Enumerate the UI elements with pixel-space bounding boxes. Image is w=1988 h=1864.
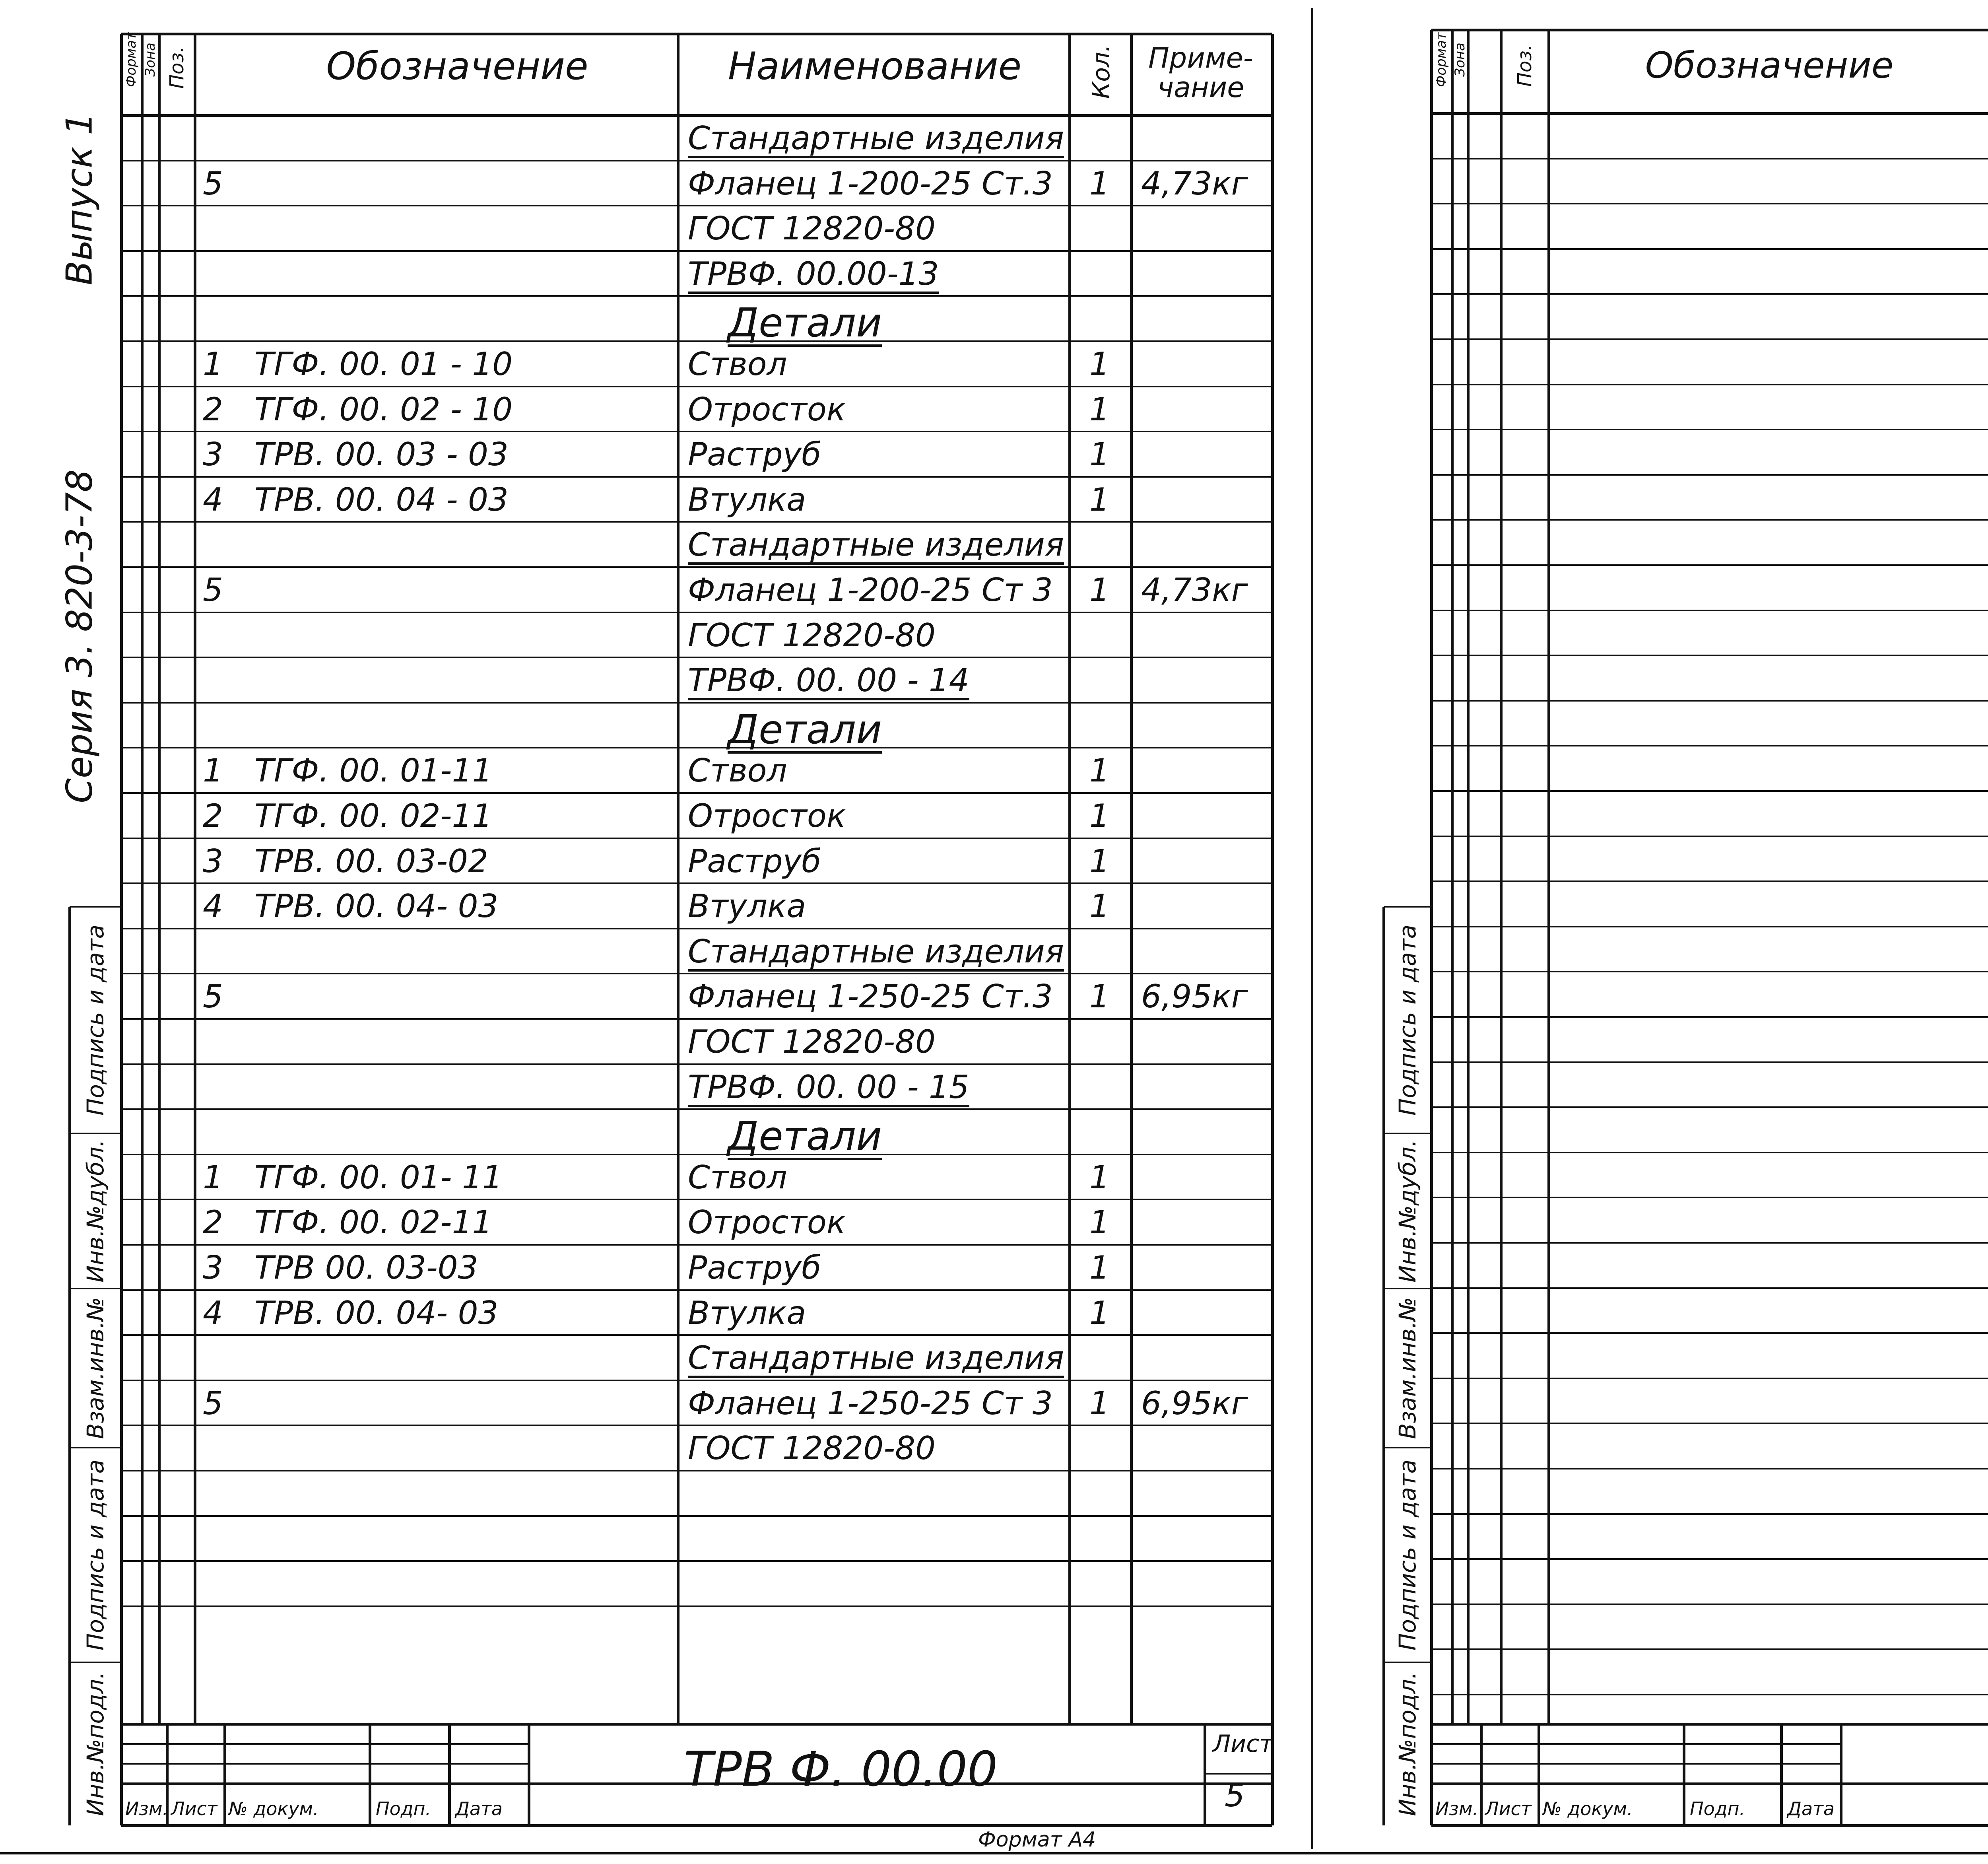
title-col-label: Изм. (1435, 1798, 1479, 1819)
title-col-label: Изм. (125, 1798, 169, 1819)
ruling-line (121, 1763, 529, 1765)
ruling-line (121, 657, 1272, 658)
ruling-line (121, 1289, 1272, 1291)
row-name: Детали (728, 706, 882, 753)
title-col-label: Лист (171, 1798, 217, 1819)
row-name: Раструб (688, 1249, 821, 1286)
ruling-line (1431, 790, 1988, 792)
row-qty: 1 (1089, 797, 1110, 834)
ruling-line (1547, 30, 1550, 1724)
row-pos: 5 (203, 1384, 223, 1422)
ruling-line (70, 1662, 121, 1663)
ruling-line (1431, 1648, 1988, 1650)
ruling-line (121, 1515, 1272, 1517)
row-name: Детали (728, 1113, 882, 1160)
ruling-line (120, 1724, 123, 1825)
ruling-line (1480, 1724, 1483, 1825)
row-name: Отросток (688, 391, 846, 428)
ruling-line (1431, 1152, 1988, 1153)
header-note: Приме-чание (1148, 42, 1253, 104)
ruling-line (70, 1447, 121, 1448)
row-name: Стандартные изделия (688, 936, 1064, 972)
row-qty: 1 (1089, 1158, 1110, 1196)
row-name: Втулка (688, 888, 806, 925)
ruling-line (1431, 429, 1988, 430)
title-col-label: № докум. (229, 1798, 319, 1819)
row-pos: 3 (203, 1249, 223, 1286)
row-name: Отросток (688, 797, 846, 834)
ruling-line (121, 1244, 1272, 1246)
ruling-line (1431, 1604, 1988, 1605)
ruling-line (121, 1380, 1272, 1381)
ruling-line (121, 838, 1272, 839)
ruling-line (121, 205, 1272, 206)
ruling-line (121, 928, 1272, 929)
row-designation: ТГФ. 00. 02-11 (254, 797, 493, 834)
row-designation: ТГФ. 00. 01-11 (254, 752, 493, 789)
row-pos: 5 (203, 165, 223, 202)
ruling-line (1431, 1197, 1988, 1198)
ruling-line (1431, 610, 1988, 611)
ruling-line (1431, 880, 1988, 882)
row-name: Фланец 1-250-25 Ст 3 (688, 1384, 1053, 1422)
ruling-line (1780, 1724, 1783, 1825)
row-pos: 5 (203, 978, 223, 1015)
ruling-line (1384, 906, 1431, 908)
ruling-line (1431, 158, 1988, 159)
ruling-line (121, 476, 1272, 478)
row-note: 6,95кг (1141, 978, 1248, 1015)
row-name: ТРВФ. 00. 00 - 14 (688, 665, 969, 700)
ruling-line (121, 386, 1272, 387)
ruling-line (70, 1133, 121, 1134)
row-name: Отросток (688, 1204, 846, 1241)
ruling-line (1431, 700, 1988, 702)
ruling-line (121, 1018, 1272, 1020)
ruling-line (1467, 30, 1470, 1724)
title-col-label: Подп. (376, 1798, 431, 1819)
row-name: Детали (728, 299, 882, 346)
row-qty: 1 (1089, 978, 1110, 1015)
ruling-line (121, 1108, 1272, 1110)
ruling-line (121, 431, 1272, 432)
ruling-line (1311, 8, 1313, 1849)
title-col-label: Лист (1485, 1798, 1532, 1819)
row-name: Втулка (688, 481, 806, 518)
ruling-line (1431, 474, 1988, 476)
row-pos: 3 (203, 436, 223, 473)
row-qty: 1 (1089, 481, 1110, 518)
row-designation: ТРВ. 00. 04 - 03 (254, 481, 509, 518)
row-qty: 1 (1089, 888, 1110, 925)
row-designation: ТРВ. 00. 03-02 (254, 842, 488, 880)
ruling-line (1205, 1773, 1272, 1775)
ruling-line (1431, 1106, 1988, 1108)
header-designation: Обозначение (326, 45, 588, 88)
ruling-line (121, 1470, 1272, 1471)
ruling-line (0, 1852, 1988, 1854)
row-name: ТРВФ. 00. 00 - 15 (688, 1071, 969, 1107)
row-designation: ТГФ. 00. 02-11 (254, 1204, 493, 1241)
ruling-line (369, 1724, 371, 1825)
ruling-line (1384, 1133, 1431, 1134)
ruling-line (121, 1605, 1272, 1607)
ruling-line (1431, 1332, 1988, 1334)
row-qty: 1 (1089, 436, 1110, 473)
ruling-line (1431, 1378, 1988, 1379)
row-name: Фланец 1-200-25 Ст.3 (688, 165, 1053, 202)
ruling-line (1431, 1287, 1988, 1289)
title-col-label: Подп. (1690, 1798, 1745, 1819)
ruling-line (121, 612, 1272, 613)
ruling-line (1431, 248, 1988, 250)
row-qty: 1 (1089, 165, 1110, 202)
ruling-line (1384, 1662, 1431, 1663)
row-qty: 1 (1089, 1384, 1110, 1422)
ruling-line (121, 114, 1272, 117)
ruling-line (223, 1724, 226, 1825)
ruling-line (1431, 1423, 1988, 1424)
ruling-line (121, 33, 1272, 35)
ruling-line (1683, 1724, 1685, 1825)
row-pos: 3 (203, 842, 223, 880)
row-designation: ТРВ. 00. 04- 03 (254, 888, 499, 925)
ruling-line (1500, 30, 1503, 1724)
row-name: Раструб (688, 436, 821, 473)
row-name: Втулка (688, 1294, 806, 1331)
row-designation: ТРВ. 00. 03 - 03 (254, 436, 509, 473)
ruling-line (1431, 338, 1988, 340)
row-name: ГОСТ 12820-80 (688, 210, 936, 247)
ruling-line (1431, 1763, 1841, 1765)
ruling-line (448, 1724, 451, 1825)
ruling-line (121, 340, 1272, 342)
row-pos: 1 (203, 346, 223, 383)
ruling-line (1384, 1447, 1431, 1448)
ruling-line (121, 1334, 1272, 1336)
row-pos: 1 (203, 1158, 223, 1196)
ruling-line (1431, 1513, 1988, 1515)
ruling-line (121, 1154, 1272, 1155)
ruling-line (70, 1288, 121, 1289)
ruling-line (121, 1743, 529, 1745)
ruling-line (1538, 1724, 1540, 1825)
title-col-label: Дата (455, 1798, 503, 1819)
ruling-line (1430, 30, 1433, 1724)
ruling-line (121, 250, 1272, 252)
ruling-line (1431, 564, 1988, 566)
row-name: Стандартные изделия (688, 122, 1064, 158)
ruling-line (121, 1425, 1272, 1426)
row-name: ТРВФ. 00.00-13 (688, 258, 939, 294)
row-qty: 1 (1089, 391, 1110, 428)
row-pos: 4 (203, 888, 223, 925)
ruling-line (1431, 1061, 1988, 1063)
ruling-line (1431, 293, 1988, 295)
row-name: Стандартные изделия (688, 1342, 1064, 1378)
ruling-line (528, 1724, 530, 1825)
ruling-line (1431, 1558, 1988, 1560)
format-label: Формат А4 (978, 1828, 1096, 1852)
ruling-line (121, 160, 1272, 161)
ruling-line (1431, 1743, 1841, 1745)
row-name: Ствол (688, 346, 787, 383)
ruling-line (121, 792, 1272, 794)
ruling-line (1431, 203, 1988, 204)
row-note: 4,73кг (1141, 165, 1248, 202)
ruling-line (121, 1723, 1272, 1726)
row-designation: ТРВ 00. 03-03 (254, 1249, 478, 1286)
row-name: Ствол (688, 752, 787, 789)
row-qty: 1 (1089, 1294, 1110, 1331)
ruling-line (1431, 519, 1988, 521)
row-designation: ТГФ. 00. 01- 11 (254, 1158, 503, 1196)
ruling-line (121, 702, 1272, 704)
row-pos: 2 (203, 1204, 223, 1241)
ruling-line (1431, 1694, 1988, 1695)
ruling-line (121, 1560, 1272, 1562)
ruling-line (68, 907, 71, 1825)
ruling-line (1431, 926, 1988, 927)
ruling-line (1430, 1724, 1433, 1825)
ruling-line (1431, 836, 1988, 837)
header-designation: Обозначение (1645, 45, 1894, 86)
ruling-line (1431, 384, 1988, 385)
ruling-line (1382, 907, 1385, 1825)
ruling-line (1840, 1724, 1842, 1825)
row-name: Ствол (688, 1158, 787, 1196)
row-pos: 2 (203, 391, 223, 428)
ruling-line (121, 521, 1272, 523)
sheet-label: Лист (1213, 1730, 1274, 1758)
ruling-line (1431, 1723, 1988, 1726)
sheet-number: 5 (1225, 1777, 1245, 1814)
title-col-label: Дата (1787, 1798, 1835, 1819)
ruling-line (121, 566, 1272, 568)
ruling-line (121, 1063, 1272, 1065)
row-designation: ТГФ. 00. 02 - 10 (254, 391, 513, 428)
header-name: Наименование (728, 45, 1022, 88)
row-note: 4,73кг (1141, 571, 1248, 608)
ruling-line (121, 882, 1272, 884)
ruling-line (1431, 112, 1988, 115)
row-name: Фланец 1-250-25 Ст.3 (688, 978, 1053, 1015)
row-qty: 1 (1089, 346, 1110, 383)
row-pos: 2 (203, 797, 223, 834)
ruling-line (1451, 30, 1454, 1724)
ruling-line (121, 1199, 1272, 1200)
row-qty: 1 (1089, 1249, 1110, 1286)
ruling-line (121, 1824, 1272, 1827)
document-code: ТРВ Ф. 00.00 (684, 1742, 998, 1797)
row-name: Фланец 1-200-25 Ст 3 (688, 571, 1053, 608)
ruling-line (1431, 1016, 1988, 1018)
row-pos: 4 (203, 481, 223, 518)
ruling-line (1431, 1468, 1988, 1469)
row-designation: ТРВ. 00. 04- 03 (254, 1294, 499, 1331)
ruling-line (1431, 29, 1988, 31)
ruling-line (1431, 1824, 1988, 1827)
row-pos: 5 (203, 571, 223, 608)
ruling-line (121, 747, 1272, 748)
row-name: ГОСТ 12820-80 (688, 1430, 936, 1467)
row-name: ГОСТ 12820-80 (688, 616, 936, 654)
ruling-line (1431, 1242, 1988, 1244)
ruling-line (1384, 1288, 1431, 1289)
ruling-line (121, 973, 1272, 974)
row-pos: 4 (203, 1294, 223, 1331)
row-name: Стандартные изделия (688, 529, 1064, 565)
ruling-line (121, 295, 1272, 297)
row-qty: 1 (1089, 842, 1110, 880)
row-qty: 1 (1089, 752, 1110, 789)
ruling-line (1431, 655, 1988, 656)
row-name: Раструб (688, 842, 821, 880)
row-note: 6,95кг (1141, 1384, 1248, 1422)
row-pos: 1 (203, 752, 223, 789)
row-qty: 1 (1089, 571, 1110, 608)
ruling-line (1204, 1724, 1206, 1825)
row-name: ГОСТ 12820-80 (688, 1023, 936, 1060)
title-col-label: № докум. (1543, 1798, 1633, 1819)
ruling-line (1431, 745, 1988, 746)
row-designation: ТГФ. 00. 01 - 10 (254, 346, 513, 383)
ruling-line (1431, 1782, 1988, 1785)
ruling-line (70, 906, 121, 908)
ruling-line (1431, 971, 1988, 972)
row-qty: 1 (1089, 1204, 1110, 1241)
